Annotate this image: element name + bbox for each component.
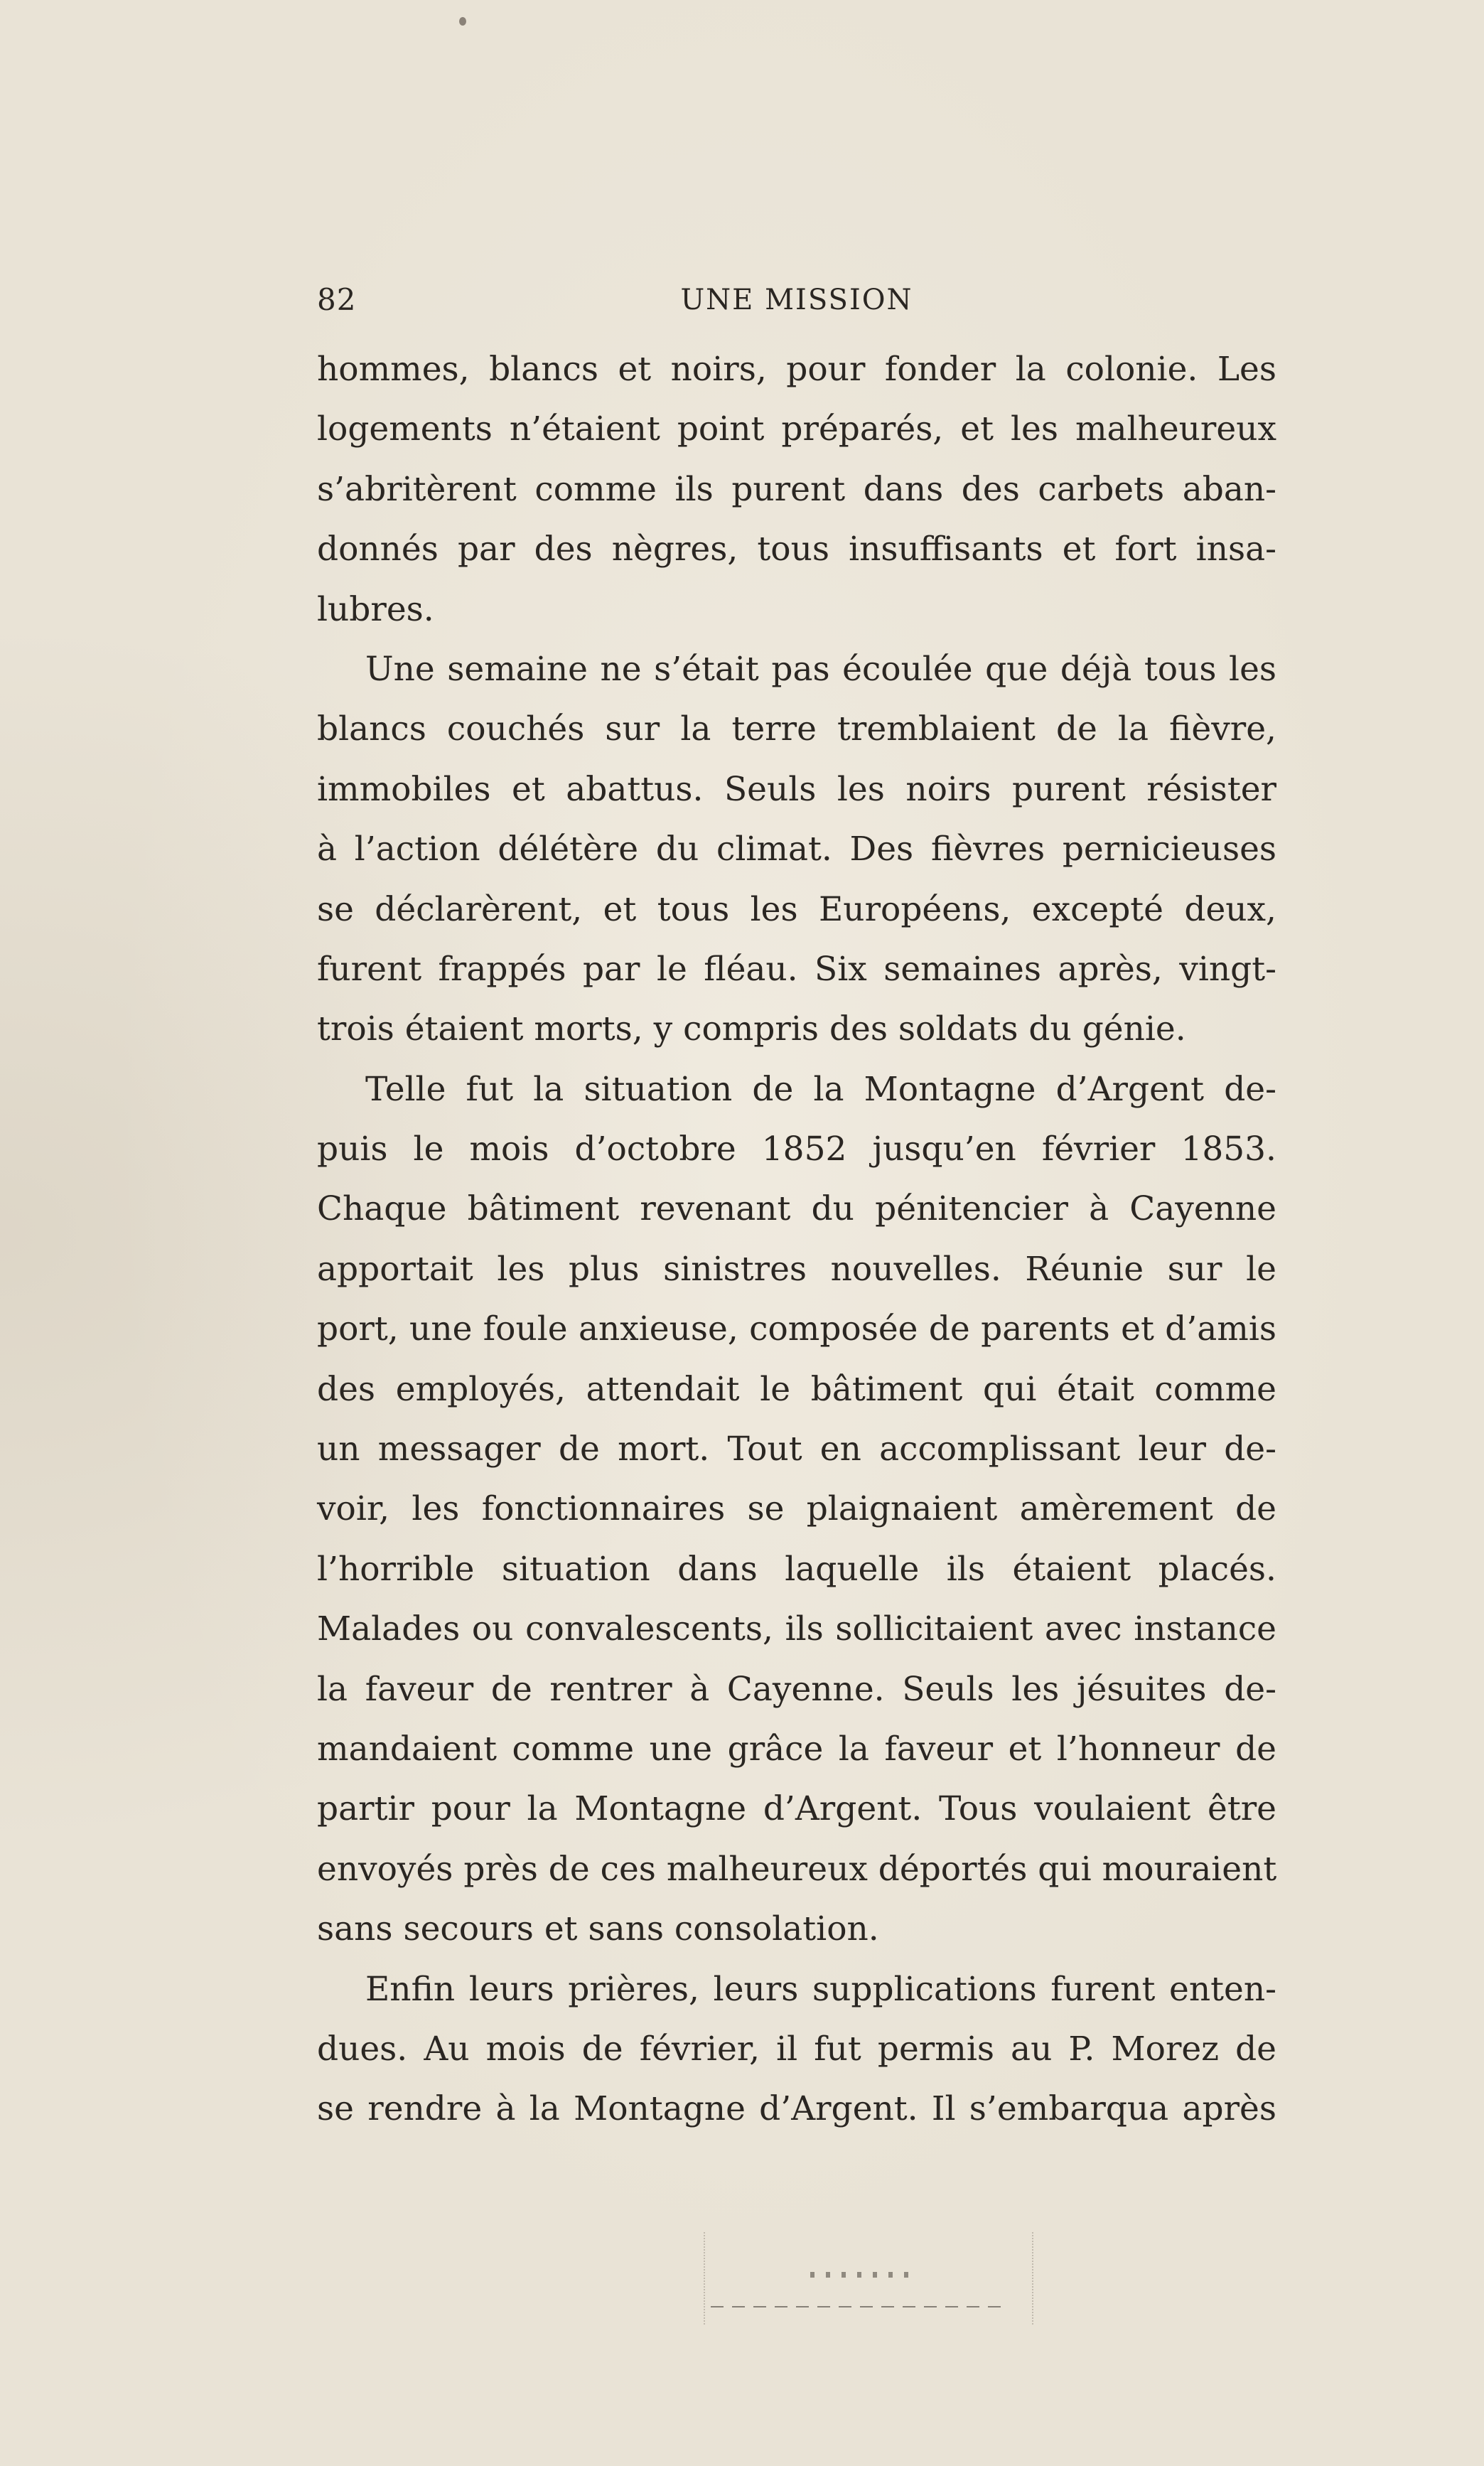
bleed-through-dots	[810, 2272, 910, 2278]
text-line: donnés par des nègres, tous insuffisants et fort insa-	[317, 530, 1276, 569]
text-line: dues. Au mois de février, il fut permis au P. Morez de	[317, 2029, 1276, 2069]
text-line: Enfin leurs prières, leurs supplications furent enten-	[365, 1969, 1276, 2009]
text-line: envoyés près de ces malheureux déportés qui mouraient	[317, 1849, 1277, 1889]
text-line: un messager de mort. Tout en accomplissant leur de-	[317, 1430, 1276, 1469]
text-line: la faveur de rentrer à Cayenne. Seuls les jésuites de-	[317, 1669, 1276, 1709]
text-line: sans secours et sans consolation.	[317, 1909, 879, 1949]
text-line: partir pour la Montagne d’Argent. Tous voulaient être	[317, 1789, 1276, 1829]
text-line: apportait les plus sinistres nouvelles. Réunie sur le	[317, 1249, 1276, 1289]
text-line: lubres.	[317, 589, 434, 629]
ink-speck	[459, 17, 466, 26]
text-line: hommes, blancs et noirs, pour fonder la colonie. Les	[317, 350, 1276, 389]
text-line: trois étaient morts, y compris des soldats du génie.	[317, 1009, 1186, 1049]
text-line: port, une foule anxieuse, composée de parents et d’amis	[317, 1309, 1276, 1349]
running-head: UNE MISSION	[680, 284, 913, 316]
body-text	[317, 340, 1276, 2140]
text-line: Une semaine ne s’était pas écoulée que déjà tous les	[365, 649, 1276, 689]
text-line: Malades ou convalescents, ils sollicitaient avec instance	[317, 1609, 1276, 1649]
text-line: l’horrible situation dans laquelle ils étaient placés.	[317, 1549, 1276, 1589]
text-line: furent frappés par le fléau. Six semaines après, vingt-	[317, 949, 1276, 989]
text-line: s’abritèrent comme ils purent dans des carbets aban-	[317, 469, 1276, 509]
text-line: logements n’étaient point préparés, et les malheureux	[317, 409, 1276, 449]
text-line: Telle fut la situation de la Montagne d’Argent de-	[365, 1069, 1276, 1109]
page-header	[317, 279, 1276, 321]
text-line: se déclarèrent, et tous les Européens, excepté deux,	[317, 889, 1276, 929]
text-line: à l’action délétère du climat. Des fièvres pernicieuses	[317, 830, 1276, 869]
text-line: mandaient comme une grâce la faveur et l’honneur de	[317, 1729, 1276, 1769]
page-number: 82	[317, 282, 357, 317]
bleed-through-mark	[704, 2232, 1033, 2325]
text-line: puis le mois d’octobre 1852 jusqu’en février 1853.	[317, 1130, 1276, 1169]
bleed-through-rule	[711, 2306, 1009, 2307]
text-line: se rendre à la Montagne d’Argent. Il s’embarqua après	[317, 2089, 1276, 2129]
text-line: des employés, attendait le bâtiment qui était comme	[317, 1369, 1276, 1409]
text-line: Chaque bâtiment revenant du pénitencier à Cayenne	[317, 1189, 1276, 1229]
text-line: voir, les fonctionnaires se plaignaient amèrement de	[317, 1489, 1276, 1529]
text-line: immobiles et abattus. Seuls les noirs purent résister	[317, 769, 1276, 809]
text-line: blancs couchés sur la terre tremblaient de la fièvre,	[317, 709, 1276, 749]
